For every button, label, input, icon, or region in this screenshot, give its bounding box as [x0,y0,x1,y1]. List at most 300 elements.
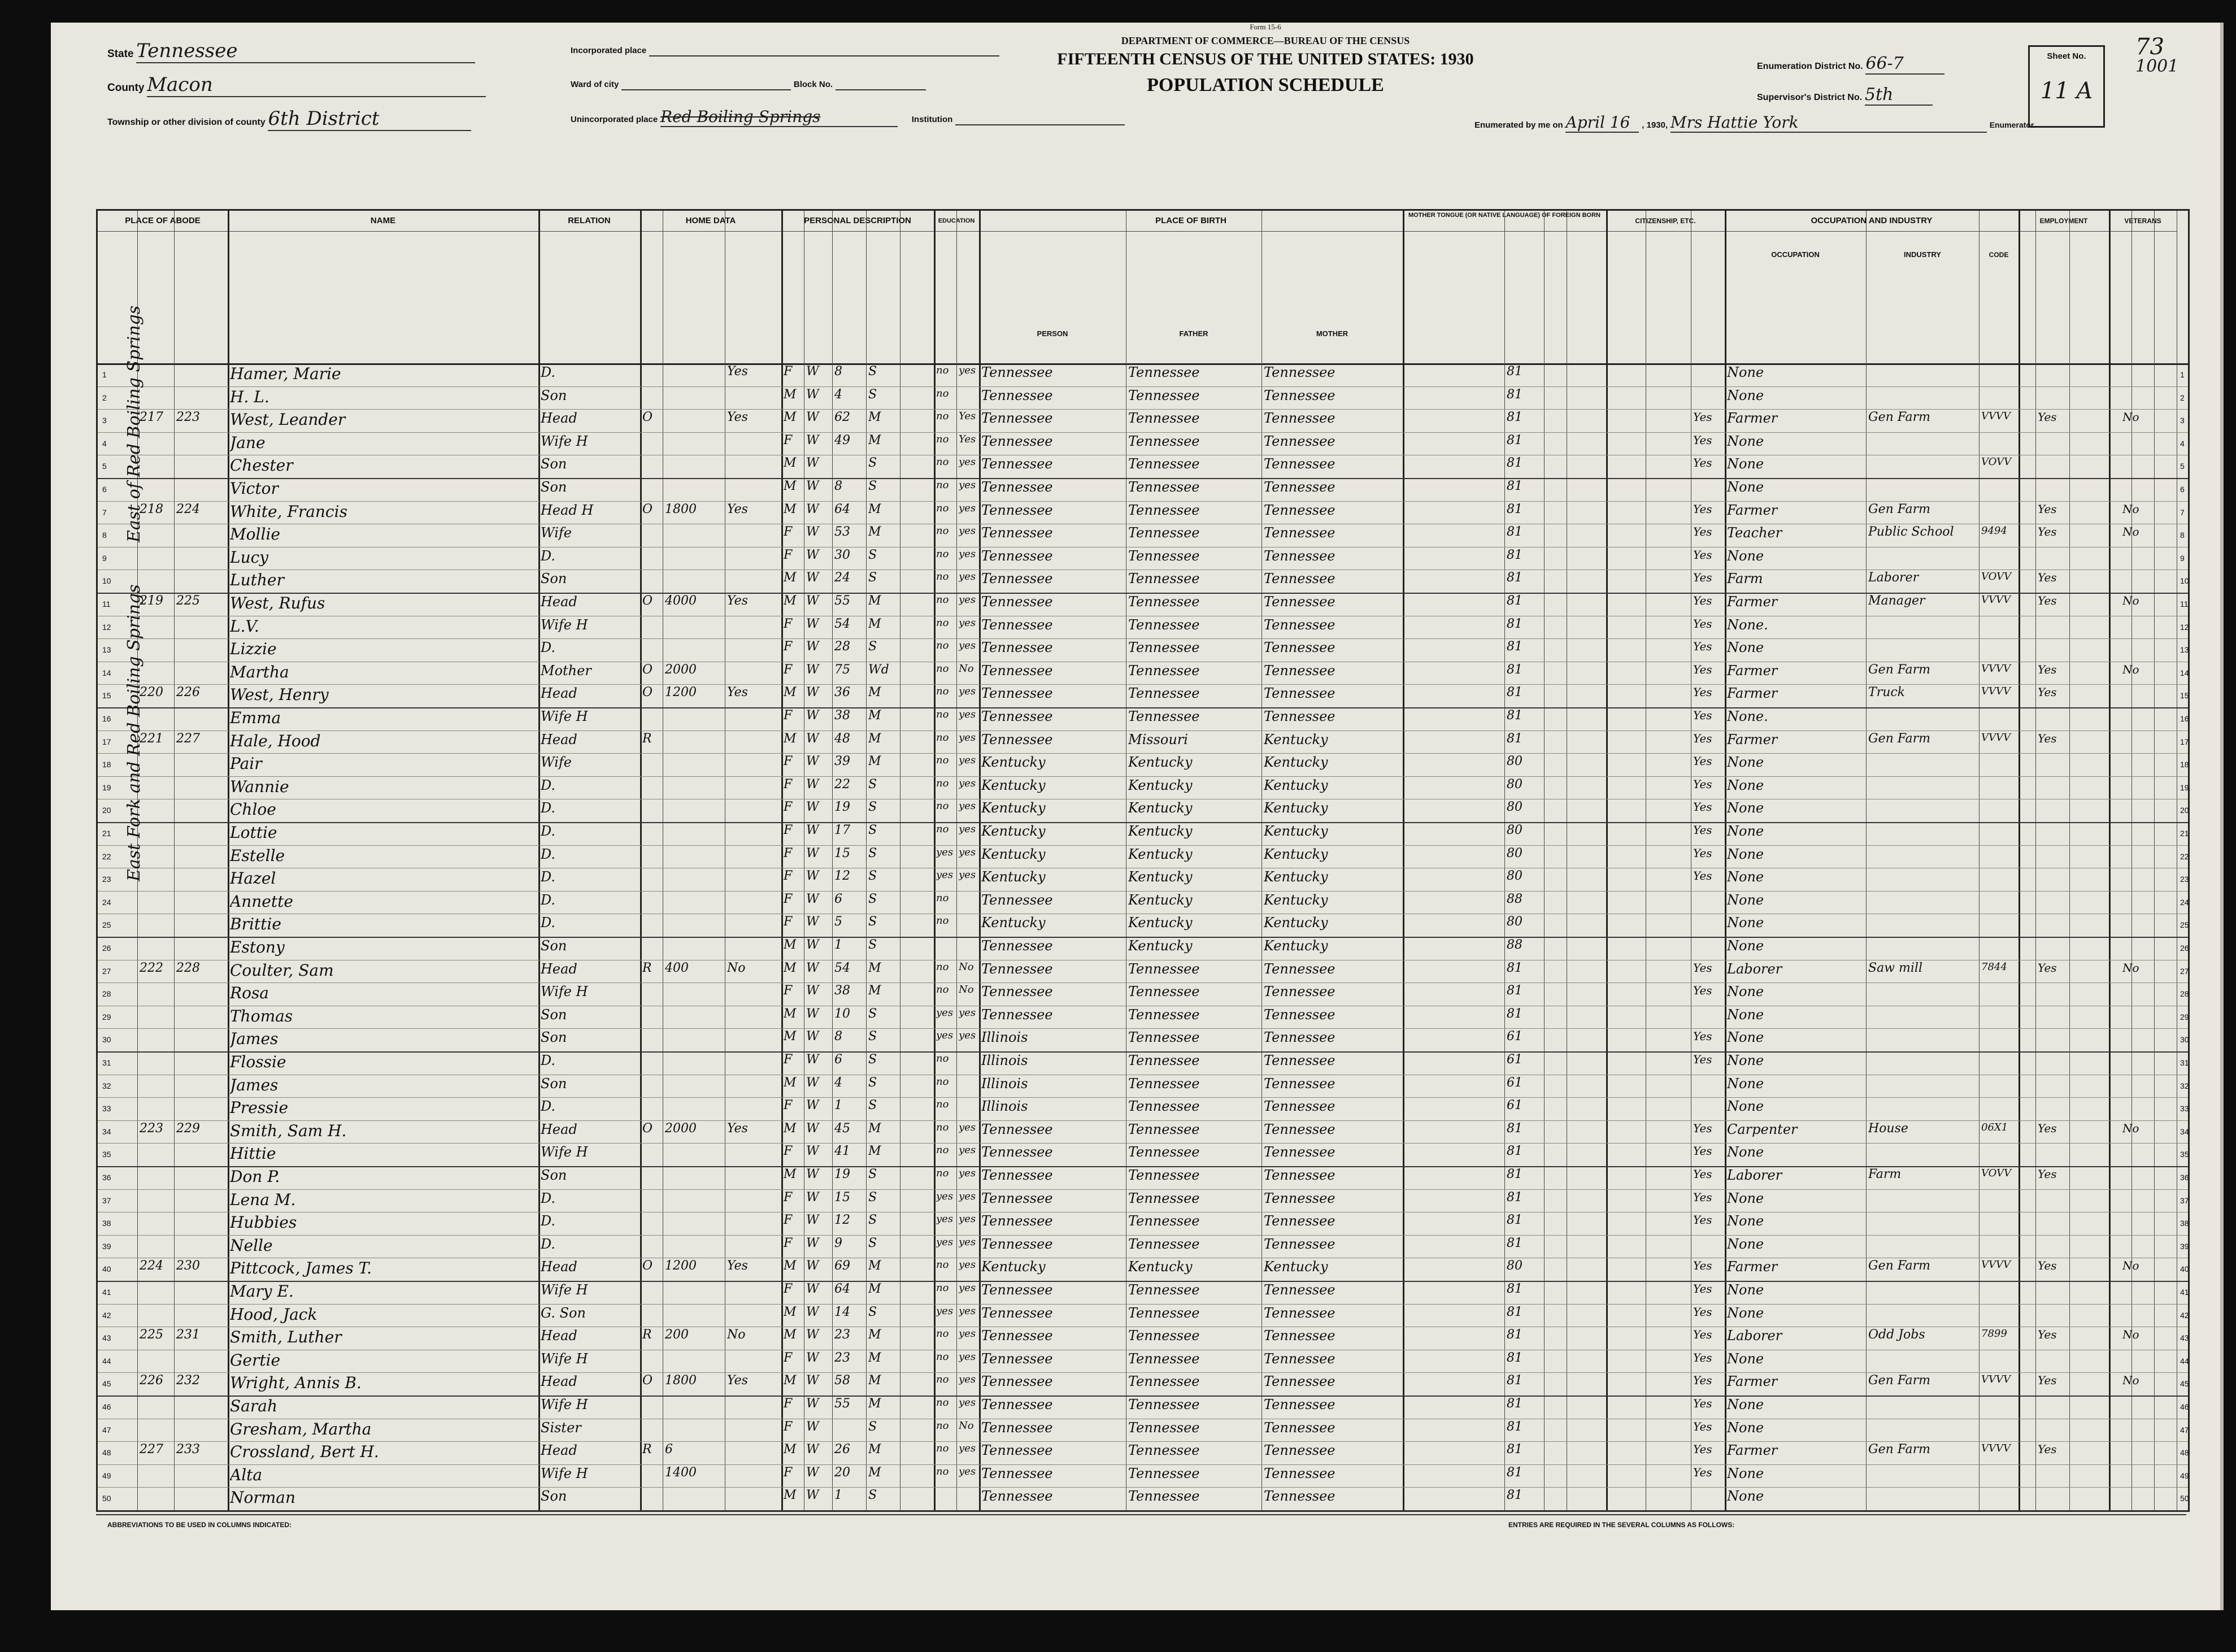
cell-race: W [806,892,819,906]
cell-fpob: Tennessee [1128,1144,1200,1160]
cell-school: no [936,1075,949,1088]
cell-sex: M [784,502,797,516]
cell-tongue: 81 [1507,456,1522,471]
cell-work: Yes [2038,1121,2057,1135]
table-row [98,478,2188,502]
cell-occ: None [1727,1029,1764,1046]
table-row [98,547,2188,571]
cell-school: no [936,456,949,468]
cell-pob: Illinois [981,1098,1028,1115]
cell-school: no [936,1442,949,1455]
line-number: 30 [102,1035,111,1045]
cell-sex: F [784,1236,793,1250]
cell-mpob: Tennessee [1264,387,1335,403]
cell-occ: Teacher [1727,525,1782,541]
cell-fam: 228 [176,960,200,975]
table-row [98,1395,2188,1419]
cell-fpob: Tennessee [1128,594,1200,610]
cell-tongue: 80 [1507,777,1522,792]
cell-name: James [230,1075,279,1094]
table-row [98,684,2188,708]
cell-pob: Tennessee [981,525,1053,541]
cell-rel: Head [541,1373,577,1390]
cell-dw: 219 [140,594,163,608]
cell-mpob: Tennessee [1264,708,1335,724]
cell-dw: 227 [140,1442,163,1457]
cell-mpob: Tennessee [1264,1006,1335,1023]
cell-value: 2000 [665,1121,697,1136]
footer-abbreviations: ABBREVIATIONS TO BE USED IN COLUMNS INDICATED: [107,1521,292,1529]
cell-rel: Wife H [541,616,588,633]
cell-mar: M [868,1442,881,1457]
cell-rel: Son [541,456,567,472]
cell-dw: 223 [140,1121,163,1136]
cell-eng: Yes [1693,571,1712,585]
table-row [98,593,2188,616]
cell-pob: Tennessee [981,456,1053,472]
cell-read: No [959,984,974,996]
line-number-right: 34 [2180,1127,2189,1136]
cell-race: W [806,364,819,379]
cell-tongue: 81 [1507,731,1522,746]
cell-read: yes [959,1259,976,1271]
cell-age: 1 [834,938,842,952]
cell-rel: D. [541,915,556,931]
cell-rel: Son [541,1167,567,1183]
cell-sex: M [784,387,797,402]
table-row [98,731,2188,754]
cell-eng: Yes [1693,433,1712,447]
line-number: 13 [102,645,111,655]
ward-label: Ward of city [571,80,619,89]
cell-age: 54 [834,960,850,975]
cell-mpob: Kentucky [1264,777,1328,793]
cell-name: Flossie [230,1053,286,1071]
cell-mpob: Kentucky [1264,754,1328,771]
cell-tenure: O [642,685,653,700]
cell-mpob: Kentucky [1264,915,1328,931]
line-number-right: 2 [2180,393,2185,402]
cell-pob: Tennessee [981,892,1053,908]
cell-race: W [806,1282,819,1296]
table-row [98,1143,2188,1167]
cell-mpob: Tennessee [1264,1350,1335,1367]
cell-read: yes [959,1373,976,1386]
cell-mar: M [868,1328,881,1342]
table-row [98,1051,2188,1075]
cell-work: Yes [2038,1167,2057,1181]
group-relation: RELATION [538,211,640,232]
cell-pob: Tennessee [981,640,1053,656]
cell-tongue: 81 [1507,984,1522,998]
cell-name: Coulter, Sam [230,960,334,980]
cell-fpob: Tennessee [1128,685,1200,702]
cell-occ: Farmer [1727,662,1778,679]
cell-occ: None [1727,456,1764,472]
cell-rel: D. [541,1236,556,1252]
table-row [98,1441,2188,1465]
cell-vet: No [2122,410,2139,424]
cell-sex: F [784,640,793,654]
cell-race: W [806,502,819,516]
line-number: 35 [102,1150,111,1159]
line-number: 40 [102,1264,111,1274]
cell-school: no [936,594,949,606]
institution-label: Institution [911,115,953,124]
table-row [98,386,2188,410]
cell-race: W [806,616,819,631]
cell-mar: S [868,938,877,952]
cell-school: yes [936,1029,954,1042]
cell-ind: Gen Farm [1868,1259,1931,1273]
cell-rel: Head [541,731,577,747]
cell-mpob: Tennessee [1264,456,1335,472]
supervisor-label: Supervisor's District No. [1757,93,1863,102]
cell-school: no [936,777,949,789]
cell-eng: Yes [1693,685,1712,699]
cell-school: no [936,364,949,376]
cell-name: Gertie [230,1350,281,1370]
cell-read: yes [959,547,976,560]
cell-vet: No [2122,594,2139,607]
cell-dw: 218 [140,502,163,516]
cell-rel: D. [541,364,556,380]
cell-race: W [806,479,819,493]
cell-age: 24 [834,571,850,585]
cell-occ: None [1727,1053,1764,1068]
page-stamp-number: 73 [2135,34,2164,60]
cell-sex: M [784,456,797,471]
cell-age: 4 [834,1075,842,1090]
cell-mar: M [868,1350,881,1365]
cell-rel: Head [541,594,577,610]
cell-pob: Tennessee [981,1305,1053,1321]
incorporated-field [571,45,999,56]
cell-tongue: 81 [1507,1488,1522,1503]
cell-tongue: 61 [1507,1098,1522,1113]
cell-school: no [936,754,949,767]
cell-sex: F [784,1350,793,1365]
cell-tongue: 81 [1507,387,1522,402]
cell-school: no [936,1465,949,1477]
cell-ind: Gen Farm [1868,502,1931,516]
cell-race: W [806,1075,819,1090]
cell-occ: None [1727,777,1764,793]
enum-district-label: Enumeration District No. [1757,62,1863,71]
cell-rel: Son [541,387,567,403]
cell-eng: Yes [1693,731,1712,745]
cell-eng: Yes [1693,640,1712,654]
cell-school: yes [936,1190,954,1202]
cell-rel: Head [541,1328,577,1344]
line-number-right: 12 [2180,622,2189,632]
cell-tongue: 81 [1507,1236,1522,1250]
cell-occ: Farmer [1727,410,1778,427]
cell-work: Yes [2038,1259,2057,1273]
cell-occ: None. [1727,708,1768,724]
cell-occ: None. [1727,616,1768,633]
cell-occ: None [1727,846,1764,862]
cell-mpob: Tennessee [1264,640,1335,656]
table-row [98,1189,2188,1213]
cell-pob: Kentucky [981,915,1046,931]
cell-mpob: Kentucky [1264,892,1328,908]
cell-pob: Tennessee [981,1167,1053,1183]
cell-occ: None [1727,1190,1764,1206]
cell-pob: Tennessee [981,571,1053,587]
cell-radio: Yes [727,1121,748,1136]
township-field [107,107,571,131]
cell-pob: Tennessee [981,708,1053,724]
cell-value: 4000 [665,594,697,608]
enumerated-field [1474,113,2035,133]
cell-code: 7899 [1981,1328,2007,1340]
cell-mpob: Tennessee [1264,1029,1335,1046]
cell-eng: Yes [1693,1167,1712,1181]
unincorporated-label: Unincorporated place [571,115,658,124]
cell-eng: Yes [1693,1419,1712,1433]
cell-fpob: Tennessee [1128,1442,1200,1459]
cell-radio: Yes [727,1259,748,1273]
cell-value: 1200 [665,685,697,700]
cell-race: W [806,938,819,952]
cell-name: Emma [230,708,281,727]
cell-fpob: Missouri [1128,731,1188,747]
cell-mar: M [868,1259,881,1273]
cell-race: W [806,1397,819,1411]
cell-rel: Wife [541,525,572,541]
cell-race: W [806,662,819,677]
cell-age: 58 [834,1373,850,1388]
cell-mpob: Kentucky [1264,1259,1328,1275]
cell-mpob: Kentucky [1264,731,1328,747]
cell-fpob: Kentucky [1128,1259,1193,1275]
enumerated-year: , 1930, [1642,120,1668,130]
line-number: 8 [102,531,107,540]
cell-ind: Gen Farm [1868,662,1931,677]
cell-race: W [806,800,819,815]
cell-read: yes [959,1236,976,1248]
cell-eng: Yes [1693,984,1712,998]
cell-sex: F [784,708,793,723]
cell-rel: Son [541,1488,567,1505]
cell-mpob: Tennessee [1264,594,1335,610]
cell-rel: D. [541,640,556,656]
unincorporated-field [571,107,1125,127]
cell-ind: House [1868,1121,1908,1136]
cell-race: W [806,708,819,723]
cell-age: 39 [834,754,850,769]
line-number-right: 50 [2180,1494,2189,1503]
cell-fpob: Tennessee [1128,571,1200,587]
ward-field [571,79,926,90]
cell-mpob: Kentucky [1264,846,1328,862]
cell-fpob: Tennessee [1128,479,1200,495]
cell-name: Wright, Annis B. [230,1373,362,1393]
cell-race: W [806,960,819,975]
cell-mpob: Tennessee [1264,1282,1335,1298]
supervisor-field [1757,85,1933,106]
cell-rel: D. [541,777,556,793]
cell-work: Yes [2038,502,2057,516]
cell-name: Crossland, Bert H. [230,1442,379,1462]
cell-name: West, Leander [230,410,346,429]
cell-school: yes [936,1006,954,1019]
cell-age: 23 [834,1328,850,1342]
cell-code: VOVV [1981,456,2012,468]
cell-radio: Yes [727,410,748,425]
table-row [98,1372,2188,1397]
cell-name: Hazel [230,869,276,888]
cell-read: yes [959,571,976,583]
cell-pob: Tennessee [981,1236,1053,1252]
cell-eng: Yes [1693,1350,1712,1364]
group-education: EDUCATION [934,211,979,232]
line-number: 27 [102,966,111,976]
cell-occ: None [1727,1098,1764,1115]
line-number: 6 [102,485,107,494]
line-number: 37 [102,1195,111,1205]
cell-age: 6 [834,892,842,906]
cell-fpob: Tennessee [1128,502,1200,518]
cell-mar: M [868,1373,881,1388]
cell-pob: Tennessee [981,1397,1053,1412]
cell-vet: No [2122,1121,2139,1135]
cell-eng: Yes [1693,502,1712,516]
cell-mpob: Tennessee [1264,984,1335,1000]
cell-tongue: 81 [1507,1350,1522,1365]
cell-radio: Yes [727,364,748,379]
line-number: 12 [102,622,111,632]
cell-mar: S [868,800,877,815]
cell-read: yes [959,1006,976,1019]
cell-name: Estelle [230,846,285,865]
cell-mpob: Tennessee [1264,1144,1335,1160]
cell-occ: None [1727,387,1764,403]
cell-eng: Yes [1693,1190,1712,1204]
cell-name: Sarah [230,1397,277,1415]
cell-fam: 229 [176,1121,200,1136]
cell-pob: Tennessee [981,1488,1053,1505]
cell-rel: Wife H [541,433,588,449]
cell-fpob: Tennessee [1128,1282,1200,1298]
group-home-data: HOME DATA [640,211,781,232]
cell-race: W [806,571,819,585]
table-row [98,524,2188,547]
cell-mar: Wd [868,662,889,677]
cell-read: yes [959,1465,976,1477]
table-header [98,211,2188,365]
cell-fam: 231 [176,1328,200,1342]
cell-tongue: 81 [1507,960,1522,975]
group-place-of-birth: PLACE OF BIRTH [979,211,1403,232]
cell-sex: F [784,915,793,929]
cell-tenure: O [642,410,653,425]
cell-mar: S [868,1075,877,1090]
cell-tenure: R [642,960,652,975]
cell-mar: M [868,708,881,723]
enumerated-date: April 16 [1565,113,1639,133]
cell-read: yes [959,777,976,789]
cell-mar: S [868,456,877,471]
cell-occ: None [1727,1419,1764,1436]
cell-fpob: Tennessee [1128,640,1200,656]
cell-radio: No [727,960,746,975]
enumerated-label: Enumerated by me on [1474,120,1563,130]
cell-sex: F [784,984,793,998]
cell-mpob: Tennessee [1264,1305,1335,1321]
cell-work: Yes [2038,1373,2057,1388]
table-row [98,868,2188,892]
subhead-industry: INDUSTRY [1904,250,1941,259]
table-row [98,1212,2188,1236]
enum-district-value: 66-7 [1865,54,1944,75]
cell-race: W [806,1328,819,1342]
cell-name: Rosa [230,984,269,1003]
cell-sex: M [784,1167,797,1181]
cell-age: 1 [834,1488,842,1503]
cell-school: yes [936,846,954,858]
cell-sex: F [784,846,793,860]
line-number: 11 [102,599,111,608]
cell-sex: M [784,410,797,425]
cell-mar: M [868,594,881,608]
cell-rel: Son [541,938,567,954]
cell-read: yes [959,479,976,491]
cell-fpob: Tennessee [1128,387,1200,403]
cell-pob: Tennessee [981,731,1053,747]
cell-fpob: Kentucky [1128,938,1193,954]
cell-tongue: 81 [1507,1465,1522,1480]
cell-read: yes [959,685,976,698]
cell-pob: Tennessee [981,410,1053,427]
cell-eng: Yes [1693,1144,1712,1158]
cell-pob: Tennessee [981,1419,1053,1436]
cell-dw: 224 [140,1259,163,1273]
cell-occ: None [1727,547,1764,564]
cell-pob: Tennessee [981,1213,1053,1229]
subhead-person: PERSON [1037,329,1068,338]
cell-mar: M [868,616,881,631]
table-row [98,501,2188,525]
cell-sex: F [784,547,793,562]
cell-code: VVVV [1981,1259,2011,1271]
cell-read: yes [959,502,976,514]
cell-age: 45 [834,1121,850,1136]
county-label: County [107,82,145,94]
enum-district-field [1757,54,1944,75]
cell-sex: M [784,1075,797,1090]
line-number: 48 [102,1448,111,1458]
cell-fam: 232 [176,1373,200,1388]
cell-fpob: Tennessee [1128,616,1200,633]
cell-value: 6 [665,1442,673,1457]
line-number-right: 25 [2180,920,2189,930]
cell-pob: Tennessee [981,938,1053,954]
cell-occ: None [1727,364,1764,380]
cell-age: 6 [834,1053,842,1067]
cell-mpob: Tennessee [1264,525,1335,541]
line-number-right: 10 [2180,576,2189,586]
cell-mar: S [868,892,877,906]
line-number: 25 [102,920,111,930]
cell-vet: No [2122,1328,2139,1342]
cell-tongue: 80 [1507,846,1522,860]
line-number-right: 47 [2180,1425,2189,1434]
margin-note-upper: East of Red Boiling Springs [124,305,144,542]
cell-age: 4 [834,387,842,402]
cell-school: no [936,1328,949,1340]
